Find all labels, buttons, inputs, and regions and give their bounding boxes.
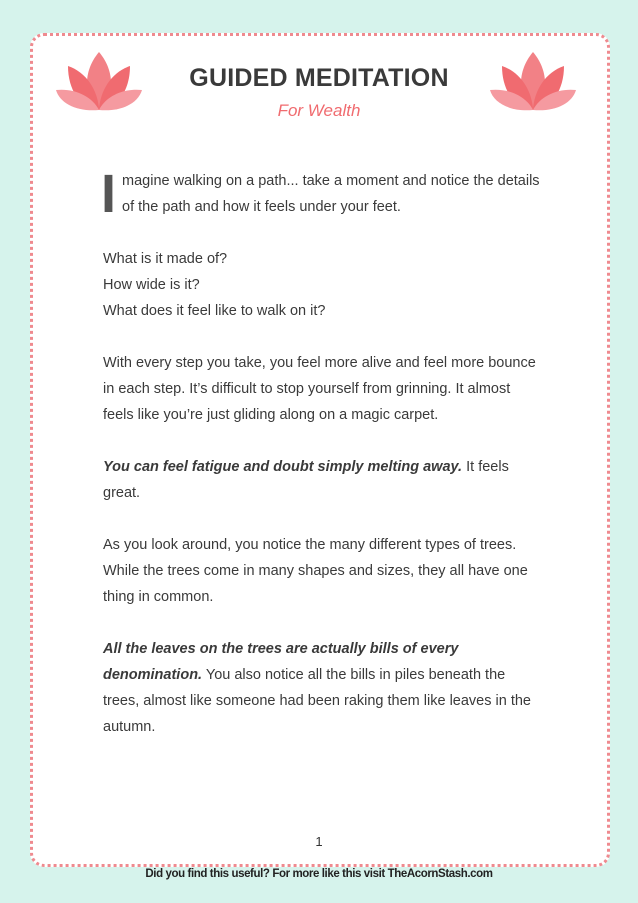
drop-cap: I xyxy=(101,164,117,224)
paragraph-trees: As you look around, you notice the many different types of trees. While the trees come in many shapes and sizes, they all have one thing in common. xyxy=(103,537,528,605)
question-2: How wide is it? xyxy=(103,277,200,293)
paragraph-fatigue xyxy=(103,454,543,506)
paragraph-text: It feels great. xyxy=(103,459,509,501)
paragraph-text: You also notice all the bills in piles beneath the trees, almost like someone had been raking them like leaves in the autumn. xyxy=(103,667,531,735)
emphasis-text: All the leaves on the trees are actually bills of every denomination. xyxy=(103,641,459,683)
emphasis-text: You can feel fatigue and doubt simply melting away. xyxy=(103,459,463,475)
paragraph-steps: With every step you take, you feel more alive and feel more bounce in each step. It’s difficult to stop yourself from grinning. It almost feels like you’re just gliding along on a magic carpet. xyxy=(103,355,536,423)
page-subtitle: For Wealth xyxy=(277,101,361,120)
intro-text: magine walking on a path... take a moment and notice the details of the path and how it feels under your feet. xyxy=(122,173,540,215)
question-3: What does it feel like to walk on it? xyxy=(103,303,326,319)
paragraph-intro xyxy=(101,164,543,224)
paragraph-leaves xyxy=(103,636,543,740)
page-title: GUIDED MEDITATION xyxy=(189,64,449,92)
question-1: What is it made of? xyxy=(103,251,228,267)
page-number: 1 xyxy=(315,834,323,849)
meditation-text xyxy=(101,164,543,766)
footer-link[interactable]: Did you find this useful? For more like this visit TheAcornStash.com xyxy=(145,868,493,880)
questions xyxy=(103,246,543,324)
